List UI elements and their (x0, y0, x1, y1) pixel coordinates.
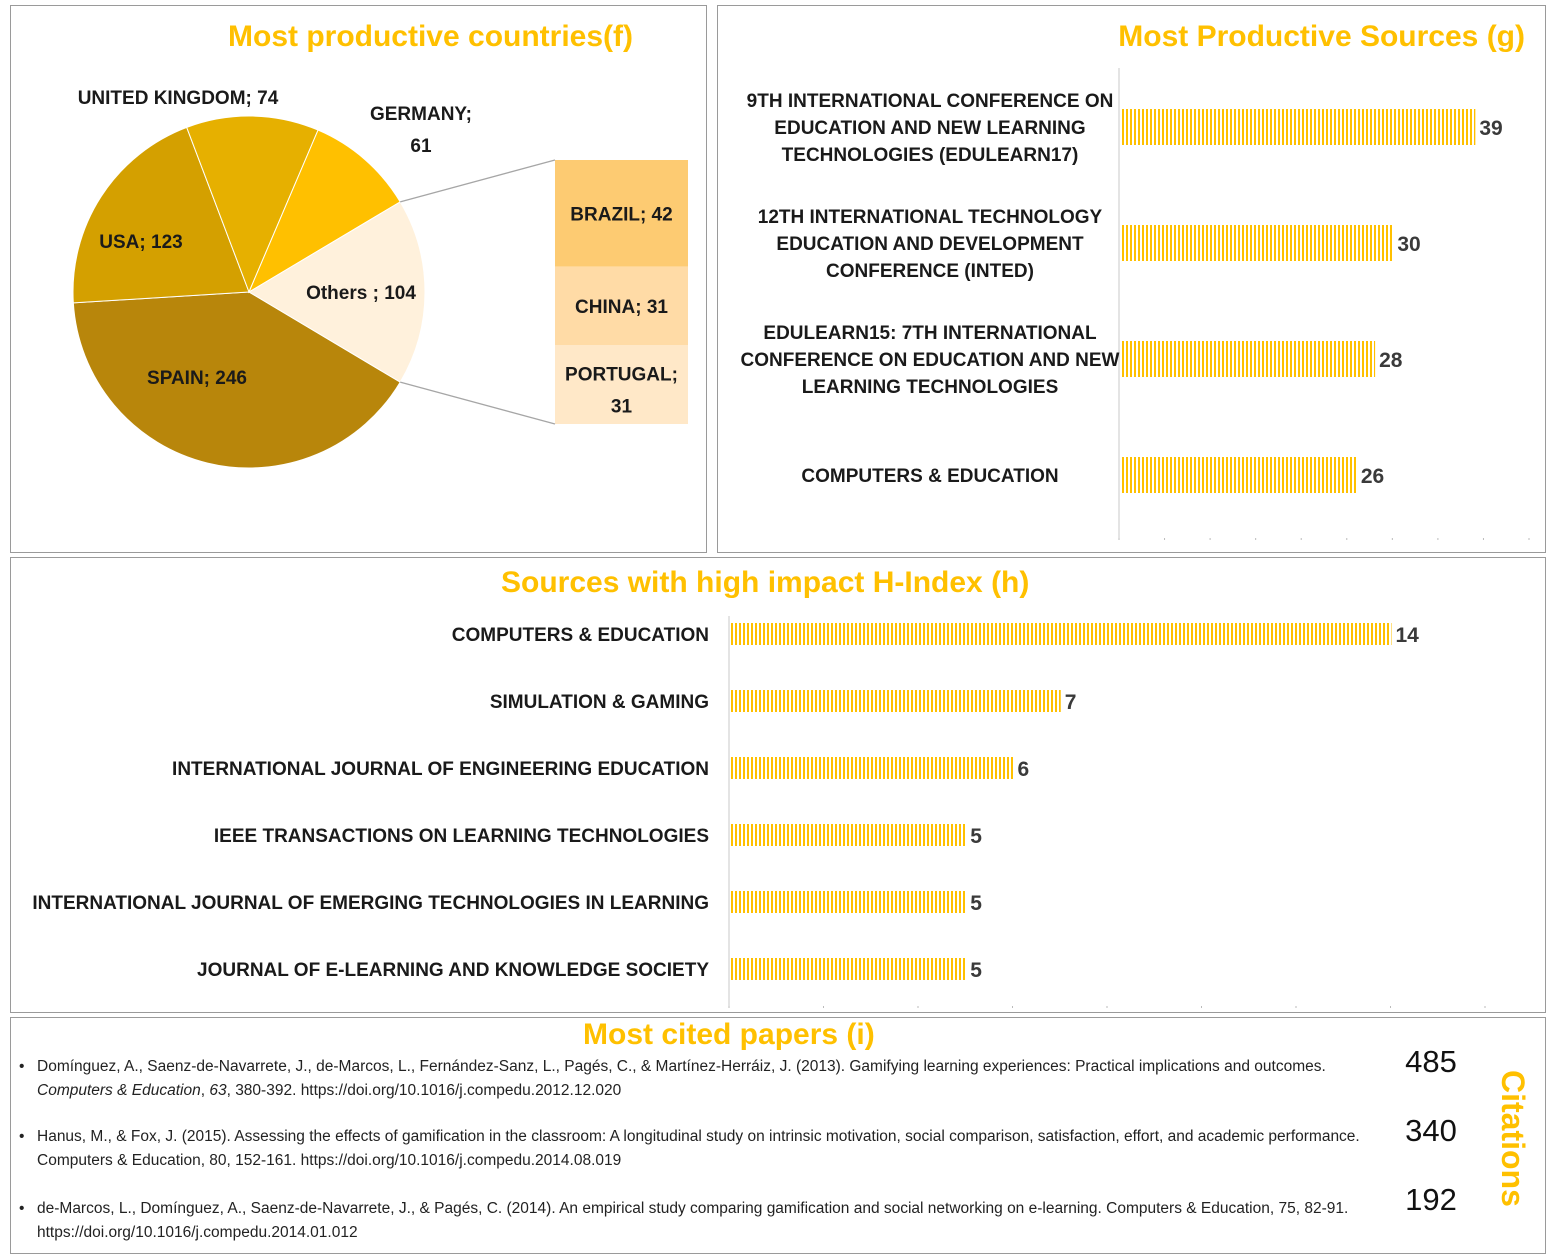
citation-count: 192 (1405, 1182, 1457, 1217)
category-label: COMPUTERS & EDUCATION (451, 625, 709, 646)
category-label: EDULEARN15: 7TH INTERNATIONAL (763, 323, 1097, 344)
bar-value-label: 30 (1397, 233, 1421, 256)
sources-title: Most Productive Sources (g) (1118, 20, 1525, 53)
pie-label: SPAIN; 246 (147, 368, 247, 389)
hindex-panel (10, 557, 1546, 1013)
sources-panel (717, 5, 1546, 553)
bar-value-label: 5 (970, 892, 982, 915)
citation-count: 340 (1405, 1113, 1457, 1148)
category-label: LEARNING TECHNOLOGIES (801, 377, 1059, 398)
category-label: SIMULATION & GAMING (489, 692, 709, 713)
breakdown-label: BRAZIL; 42 (570, 204, 673, 226)
countries-panel (10, 5, 707, 553)
bar (730, 690, 1061, 712)
category-label: INTERNATIONAL JOURNAL OF EMERGING TECHNOLOGIES IN LEARNING (32, 893, 709, 914)
paper-item (19, 1197, 1364, 1245)
bar (730, 623, 1392, 645)
hindex-bar-chart (11, 558, 1547, 1014)
bar (730, 891, 966, 913)
breakdown-label: PORTUGAL; (565, 364, 678, 386)
bar-value-label: 6 (1017, 758, 1030, 781)
sources-bar-chart (718, 6, 1547, 554)
category-label: COMPUTERS & EDUCATION (801, 466, 1059, 487)
paper-text: de-Marcos, L., Domínguez, A., Saenz-de-Navarrete, J., & Pagés, C. (2014). An empirical study comparing gamification and social networking on e-learning. Computers & Education, 75, 82-91. https://doi.org/10.1016/j.compedu.2014.01.012 (37, 1200, 1349, 1241)
bar (1120, 457, 1357, 493)
citation-count: 485 (1405, 1044, 1457, 1079)
cited-title: Most cited papers (i) (583, 1018, 875, 1051)
bar (1120, 341, 1375, 377)
paper-item (19, 1125, 1364, 1173)
bar (1120, 109, 1475, 145)
paper-text: Domínguez, A., Saenz-de-Navarrete, J., de-Marcos, L., Fernández-Sanz, L., Pagés, C., & Martínez-Herráiz, J. (2013). Gamifying learning experiences: Practical implications and outcomes. (37, 1058, 1326, 1075)
bullet: • (19, 1200, 25, 1217)
bar (730, 958, 966, 980)
bar (1120, 225, 1393, 261)
category-label: INTERNATIONAL JOURNAL OF ENGINEERING EDUCATION (172, 759, 709, 780)
bar (730, 824, 966, 846)
paper-journal: Computers & Education (37, 1082, 201, 1099)
pie-label: USA; 123 (99, 232, 183, 253)
breakdown-label: 31 (610, 396, 633, 418)
breakdown-label: CHINA; 31 (575, 296, 668, 318)
category-label: IEEE TRANSACTIONS ON LEARNING TECHNOLOGIES (213, 826, 709, 847)
bar-value-label: 39 (1479, 117, 1503, 140)
category-label: JOURNAL OF E-LEARNING AND KNOWLEDGE SOCIETY (197, 960, 709, 981)
bar-value-label: 26 (1360, 465, 1385, 488)
category-label: CONFERENCE (INTED) (826, 261, 1034, 282)
category-label: EDUCATION AND DEVELOPMENT (776, 234, 1084, 255)
category-label: TECHNOLOGIES (EDULEARN17) (781, 145, 1079, 166)
bar-value-label: 5 (970, 825, 982, 848)
connector-line (400, 160, 555, 202)
hindex-title: Sources with high impact H-Index (h) (501, 566, 1030, 599)
paper-text-end: , 380-392. https://doi.org/10.1016/j.compedu.2012.12.020 (226, 1082, 622, 1099)
citations-side-label: Citations (1495, 1069, 1531, 1207)
paper-volume: 63 (209, 1082, 227, 1099)
pie-label: UNITED KINGDOM; 74 (77, 88, 279, 109)
paper-sep: , (200, 1082, 210, 1099)
paper-text: Hanus, M., & Fox, J. (2015). Assessing the effects of gamification in the classroom: A longitudinal study on intrinsic motivation, social comparison, satisfaction, effort, and academic performance. Computers & Education, 80, 152-161. https://doi.org/10.1016/j.compedu.2014.08.019 (37, 1128, 1360, 1169)
countries-pie-chart (11, 6, 708, 554)
bar (730, 757, 1014, 779)
pie-label: 61 (410, 136, 432, 157)
bar-value-label: 28 (1379, 349, 1403, 372)
category-label: CONFERENCE ON EDUCATION AND NEW (740, 350, 1120, 371)
paper-item (19, 1055, 1364, 1103)
bullet: • (19, 1128, 25, 1145)
pie-label: GERMANY; (369, 104, 473, 125)
category-label: EDUCATION AND NEW LEARNING (774, 118, 1086, 139)
countries-title: Most productive countries(f) (228, 20, 634, 53)
connector-line (400, 382, 555, 424)
pie-label: Others ; 104 (306, 283, 416, 304)
cited-panel (10, 1017, 1546, 1254)
category-label: 12TH INTERNATIONAL TECHNOLOGY (757, 207, 1103, 228)
category-label: 9TH INTERNATIONAL CONFERENCE ON (746, 91, 1114, 112)
bullet: • (19, 1058, 25, 1075)
bar-value-label: 5 (970, 959, 982, 982)
bar-value-label: 14 (1395, 624, 1419, 647)
bar-value-label: 7 (1064, 691, 1077, 714)
